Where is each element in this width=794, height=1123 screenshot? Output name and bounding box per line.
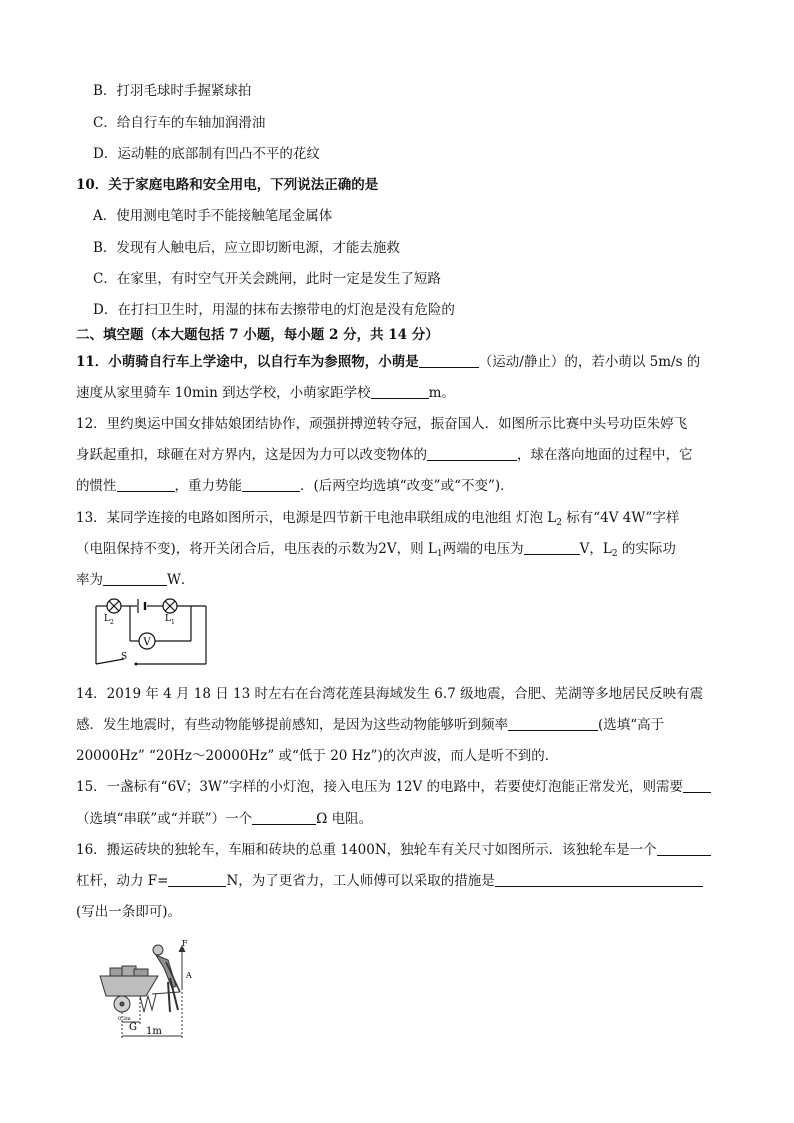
q15-text-1a: 15．一盏标有“6V；3W”字样的小灯泡，接入电压为 12V 的电路中，若要使灯泡能正常发光，则需要 xyxy=(76,779,684,795)
q11-text-1a: 11．小萌骑自行车上学途中，以自行车为参照物，小萌是 xyxy=(76,354,419,370)
q11-text-2b: m。 xyxy=(428,385,455,401)
circuit-diagram xyxy=(90,598,212,670)
q14-line-2 xyxy=(76,716,664,734)
q13-text-1b: 标有“4V 4W”字样 xyxy=(561,510,680,526)
q13-text-2a: （电阻保持不变)，将开关闭合后，电压表的示数为2V，则 L xyxy=(76,541,437,557)
lamp-l1-label: L xyxy=(165,614,171,624)
q9-option-c: C．给自行车的车轴加润滑油 xyxy=(93,115,266,131)
distance-0-3m-label: 0.3m xyxy=(118,1016,131,1022)
q12-blank-3[interactable] xyxy=(242,477,300,492)
q11-text-2a: 速度从家里骑车 10min 到达学校，小萌家距学校 xyxy=(76,385,371,401)
q16-text-2a: 杠杆，动力 F= xyxy=(76,873,169,889)
q13-text-2d: 的实际功 xyxy=(617,541,676,557)
q10-option-a: A．使用测电笔时手不能接触笔尾金属体 xyxy=(93,208,333,224)
q13-sub-3: 2 xyxy=(611,549,618,559)
q12-text-2a: 身跃起重扣，球砸在对方界内，这是因为力可以改变物体的 xyxy=(76,447,427,463)
voltmeter-label: V xyxy=(143,637,151,648)
lamp-l2-icon xyxy=(107,599,121,613)
switch-label: S xyxy=(121,652,128,662)
lamp-l1-icon xyxy=(163,599,177,613)
section-heading: 二、填空题（本大题包括 7 小题，每小题 2 分，共 14 分） xyxy=(76,327,439,343)
q12-blank-2[interactable] xyxy=(117,477,175,492)
q11-blank-1[interactable] xyxy=(419,353,479,368)
q15-blank-2[interactable] xyxy=(252,810,316,825)
q12-text-3b: ，重力势能 xyxy=(174,478,242,494)
q16-line-1 xyxy=(76,841,711,859)
q15-line-1 xyxy=(76,778,711,796)
q13-line-2 xyxy=(76,540,676,563)
q13-text-2b: 两端的电压为 xyxy=(442,541,524,557)
q16-text-2b: N，为了更省力，工人师傅可以采取的措施是 xyxy=(226,873,495,889)
gravity-g-label: G xyxy=(129,1022,137,1033)
q12-line-2 xyxy=(76,446,693,464)
q14-text-2a: 感．发生地震时，有些动物能够提前感知，是因为这些动物能够听到频率 xyxy=(76,717,508,733)
q10-option-d: D．在打扫卫生时，用湿的抹布去擦带电的灯泡是没有危险的 xyxy=(93,302,455,318)
q10-option-b: B．发现有人触电后，应立即切断电源，才能去施救 xyxy=(93,240,400,256)
q12-line-3 xyxy=(76,477,514,495)
q14-line-1: 14．2019 年 4 月 18 日 13 时左右在台湾花莲县海域发生 6.7 级地震，合肥、芜湖等多地居民反映有震 xyxy=(76,686,704,702)
q12-line-1: 12．里约奥运中国女排姑娘团结协作，顽强拼搏逆转夺冠，振奋国人．如图所示比赛中头号功臣朱婷飞 xyxy=(76,416,688,432)
q15-text-2a: （选填“串联”或“并联”）一个 xyxy=(76,811,253,827)
q15-line-2 xyxy=(76,810,372,828)
q15-blank-1[interactable] xyxy=(683,778,711,793)
switch-icon xyxy=(135,663,138,666)
q12-text-3c: ．(后两空均选填“改变”或“不变”)． xyxy=(300,478,514,494)
q12-text-3a: 的惯性 xyxy=(76,478,117,494)
q16-blank-3[interactable] xyxy=(495,872,703,887)
q13-blank-2[interactable] xyxy=(103,571,167,586)
q14-text-2b: (选填“高于 xyxy=(598,717,665,733)
battery-icon xyxy=(138,599,145,613)
point-a-label: A xyxy=(186,971,192,980)
force-f-label: F xyxy=(182,939,188,948)
lamp-l2-label: L xyxy=(104,614,110,624)
q13-sub-2: 1 xyxy=(436,549,443,559)
q16-blank-2[interactable] xyxy=(168,872,226,887)
q10-option-c: C．在家里，有时空气开关会跳闸，此时一定是发生了短路 xyxy=(93,271,441,287)
q16-line-2 xyxy=(76,872,703,890)
q11-blank-2[interactable] xyxy=(371,384,429,399)
q10-stem xyxy=(76,176,378,194)
q10-stem-text: 10．关于家庭电路和安全用电，下列说法正确的是 xyxy=(76,177,379,193)
q12-text-2b: ，球在落向地面的过程中，它 xyxy=(517,447,693,463)
q12-blank-1[interactable] xyxy=(427,446,517,461)
q14-blank-1[interactable] xyxy=(508,716,598,731)
q13-text-1a: 13．某同学连接的电路如图所示，电源是四节新干电池串联组成的电池组 灯泡 L xyxy=(76,510,557,526)
q13-text-3b: W． xyxy=(167,572,195,588)
q11-line-2 xyxy=(76,384,455,402)
distance-1m-label: 1m xyxy=(146,1026,162,1037)
q13-text-3a: 率为 xyxy=(76,572,103,588)
q15-text-2b: Ω 电阻。 xyxy=(316,811,373,827)
lamp-l2-sub: 2 xyxy=(110,619,114,626)
q13-line-3 xyxy=(76,571,194,589)
q9-option-b: B．打羽毛球时手握紧球拍 xyxy=(93,83,252,99)
q16-blank-1[interactable] xyxy=(657,841,711,856)
lamp-l1-sub: 1 xyxy=(171,619,175,626)
wheelbarrow-diagram xyxy=(96,938,208,1042)
q14-line-3: 20000Hz” “20Hz～20000Hz” 或“低于 20 Hz”)的次声波，而人是听不到的． xyxy=(76,748,559,764)
q11-text-1b: （运动/静止）的，若小萌以 5m/s 的 xyxy=(478,354,701,370)
q13-blank-1[interactable] xyxy=(524,540,580,555)
q13-line-1 xyxy=(76,509,679,532)
q11-line-1 xyxy=(76,353,700,371)
voltmeter-icon xyxy=(139,633,155,649)
q16-line-3: (写出一条即可)。 xyxy=(76,904,182,920)
q13-sub-1: 2 xyxy=(556,518,562,528)
q9-option-d: D．运动鞋的底部制有凹凸不平的花纹 xyxy=(93,146,320,162)
q13-text-2c: V，L xyxy=(579,541,612,557)
q16-text-1a: 16．搬运砖块的独轮车，车厢和砖块的总重 1400N，独轮车有关尺寸如图所示．该独轮车是一个 xyxy=(76,842,657,858)
